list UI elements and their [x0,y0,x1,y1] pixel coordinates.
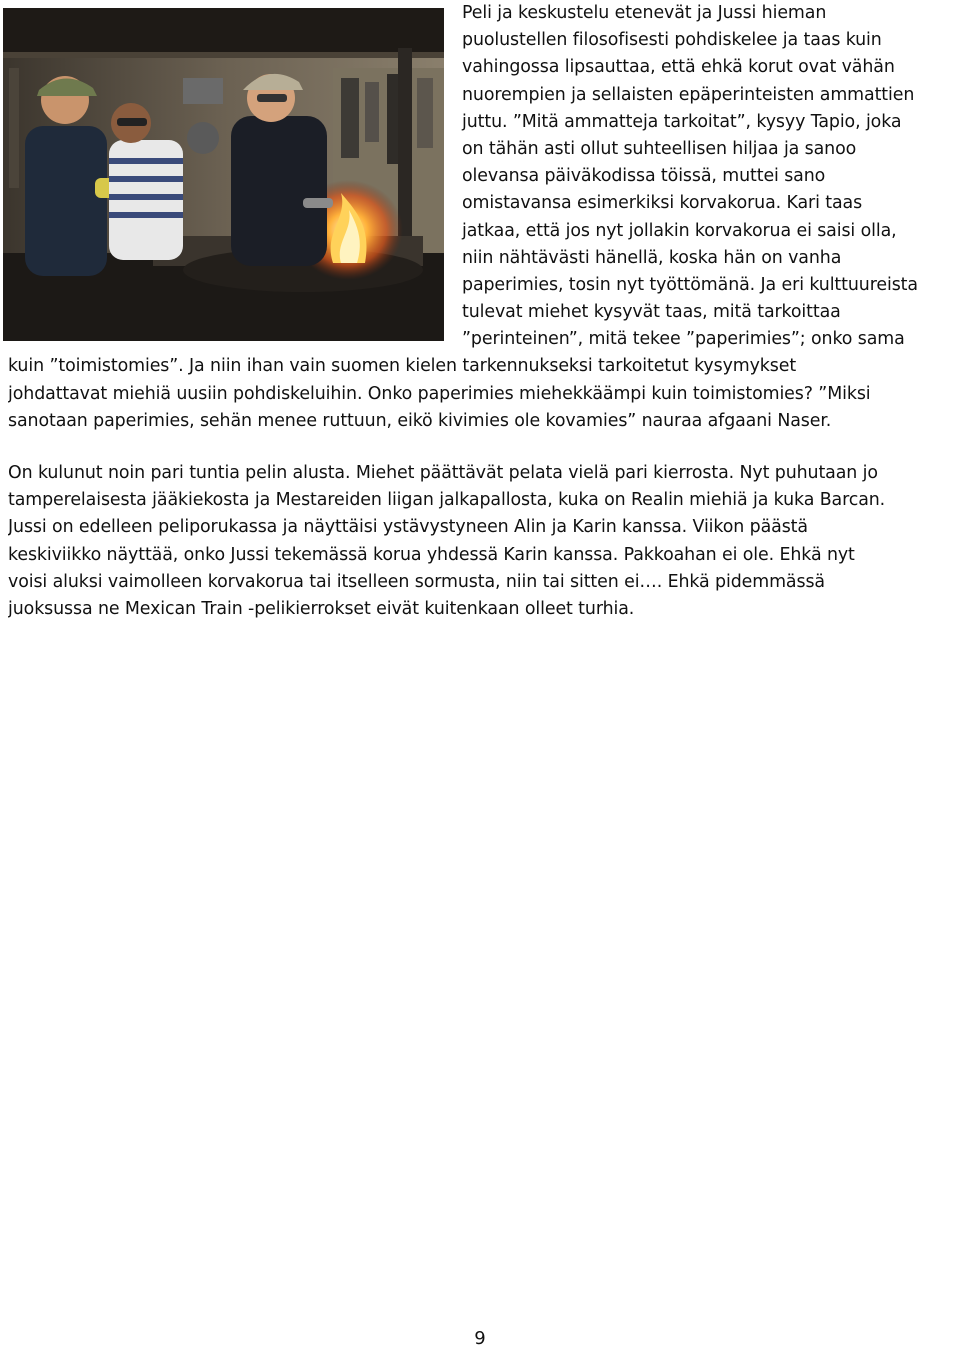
paragraph-1-line-13: ”perinteinen”, mitä tekee ”paperimies”; onko sama [462,329,905,350]
paragraph-1-line-5: juttu. ”Mitä ammatteja tarkoitat”, kysyy Tapio, joka [462,111,902,132]
paragraph-2-line-4: keskiviikko näyttää, onko Jussi tekemässä korua yhdessä Karin kanssa. Pakkoahan ei ole. Ehkä nyt [8,544,855,565]
paragraph-1-line-10: niin nähtävästi hänellä, koska hän on vanha [462,247,842,268]
paragraph-1-line-8: omistavansa esimerkiksi korvakorua. Kari taas [462,193,863,214]
paragraph-2-line-2: tamperelaisesta jääkiekosta ja Mestareiden liigan jalkapallosta, kuka on Realin miehiä ja kuka Barcan. [8,490,886,511]
paragraph-1-line-2: puolustellen filosofisesti pohdiskelee ja taas kuin [462,30,882,51]
body-text [8,0,960,623]
paragraph-1-line-3: vahingossa lipsauttaa, että ehkä korut ovat vähän [462,57,895,78]
paragraph-1-line-15: johdattavat miehiä uusiin pohdiskeluihin. Onko paperimies miehekkäämpi kuin toimistomies? ”Miksi [8,383,871,404]
paragraph-2-line-1: On kulunut noin pari tuntia pelin alusta. Miehet päättävät pelata vielä pari kierrosta. Nyt puhutaan jo [8,463,878,483]
paragraph-spacer [8,435,960,460]
paragraph-2-line-6: juoksussa ne Mexican Train -pelikierrokset eivät kuitenkaan olleet turhia. [8,598,635,619]
paragraph-1-line-16: sanotaan paperimies, sehän menee ruttuun, eikö kivimies ole kovamies” nauraa afgaani Naser. [8,410,832,431]
paragraph-2-line-5: voisi aluksi vaimolleen korvakorua tai itselleen sormusta, niin tai sitten ei…. Ehkä pidemmässä [8,571,825,592]
paragraph-2-line-3: Jussi on edelleen peliporukassa ja näyttäisi ystävystyneen Alin ja Karin kanssa. Viikon päästä [8,517,808,538]
paragraph-1-line-11: paperimies, tosin nyt työttömänä. Ja eri kulttuureista [462,274,918,295]
paragraph-1-line-7: olevansa päiväkodissa töissä, muttei sano [462,166,826,187]
page-number: 9 [474,1328,486,1349]
paragraph-1-line-12: tulevat miehet kysyvät taas, mitä tarkoittaa [462,302,841,323]
paragraph-1-line-6: on tähän asti ollut suhteellisen hiljaa ja sanoo [462,138,857,159]
paragraph-1-line-1: Peli ja keskustelu etenevät ja Jussi hieman [462,3,827,23]
paragraph-1-line-4: nuorempien ja sellaisten epäperinteisten ammattien [462,84,915,105]
paragraph-1-line-9: jatkaa, että jos nyt jollakin korvakorua ei saisi olla, [462,220,897,241]
paragraph-1-line-14: kuin ”toimistomies”. Ja niin ihan vain suomen kielen tarkennukseksi tarkoitetut kysymykset [8,356,797,377]
